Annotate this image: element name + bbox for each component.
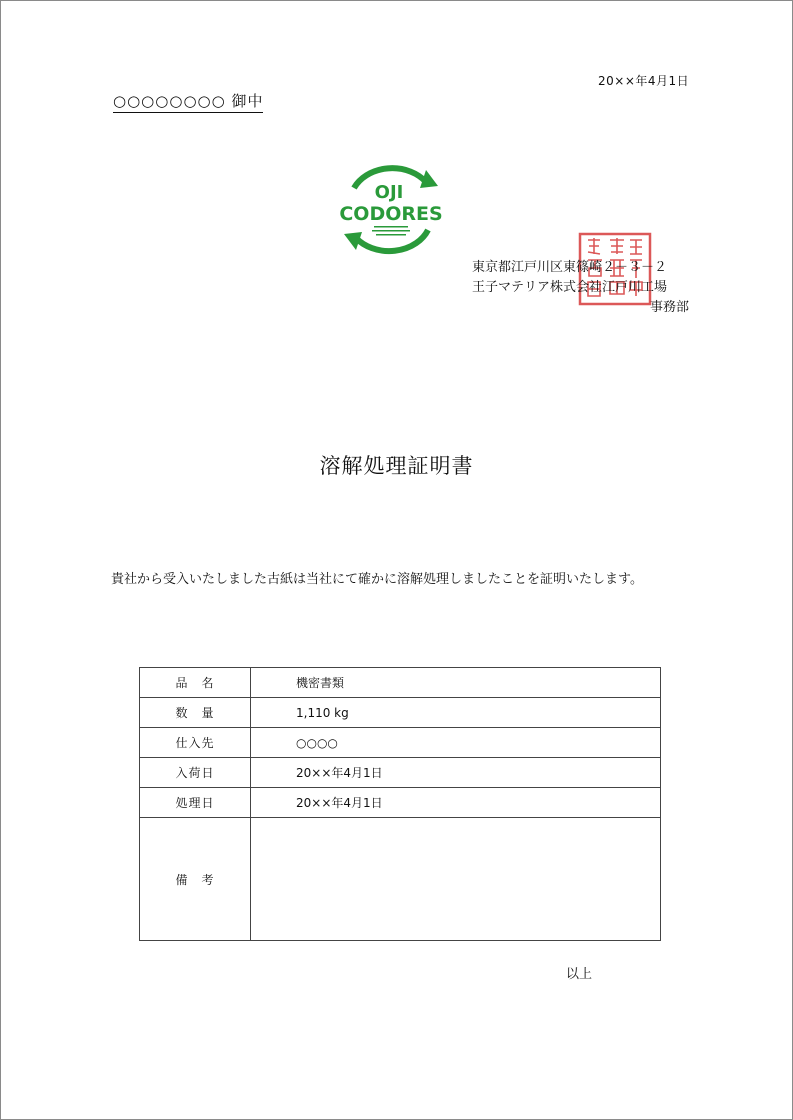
company-department: 事務部 [650,300,690,315]
remarks-value [251,818,661,941]
logo-line2: CODORES [339,203,443,225]
row-value: 機密書類 [251,668,661,698]
logo-line1: OJI [374,182,404,203]
details-table [139,667,661,941]
row-label: 品 名 [140,668,251,698]
row-value: 20××年4月1日 [251,788,661,818]
row-value: 1,110 kg [251,698,661,728]
company-info [472,258,712,318]
row-value: 20××年4月1日 [251,758,661,788]
recipient-name: ○○○○○○○○ 御中 [113,90,263,113]
company-address: 東京都江戸川区東篠崎２－３－２ [472,260,668,275]
table-row [140,758,661,788]
issue-date: 20××年4月1日 [598,74,690,88]
row-value: ○○○○ [251,728,661,758]
closing-text: 以上 [566,967,593,982]
company-name: 王子マテリア株式会社江戸川工場 [472,280,668,295]
remarks-row [140,818,661,941]
remarks-label: 備 考 [140,818,251,941]
table-row [140,668,661,698]
certification-statement: 貴社から受入いたしました古紙は当社にて確かに溶解処理しましたことを証明いたします。 [111,572,643,587]
row-label: 仕入先 [140,728,251,758]
row-label: 数 量 [140,698,251,728]
oji-codores-logo [326,160,456,260]
table-row [140,698,661,728]
table-row [140,788,661,818]
row-label: 処理日 [140,788,251,818]
table-row [140,728,661,758]
row-label: 入荷日 [140,758,251,788]
document-title: 溶解処理証明書 [319,454,474,478]
